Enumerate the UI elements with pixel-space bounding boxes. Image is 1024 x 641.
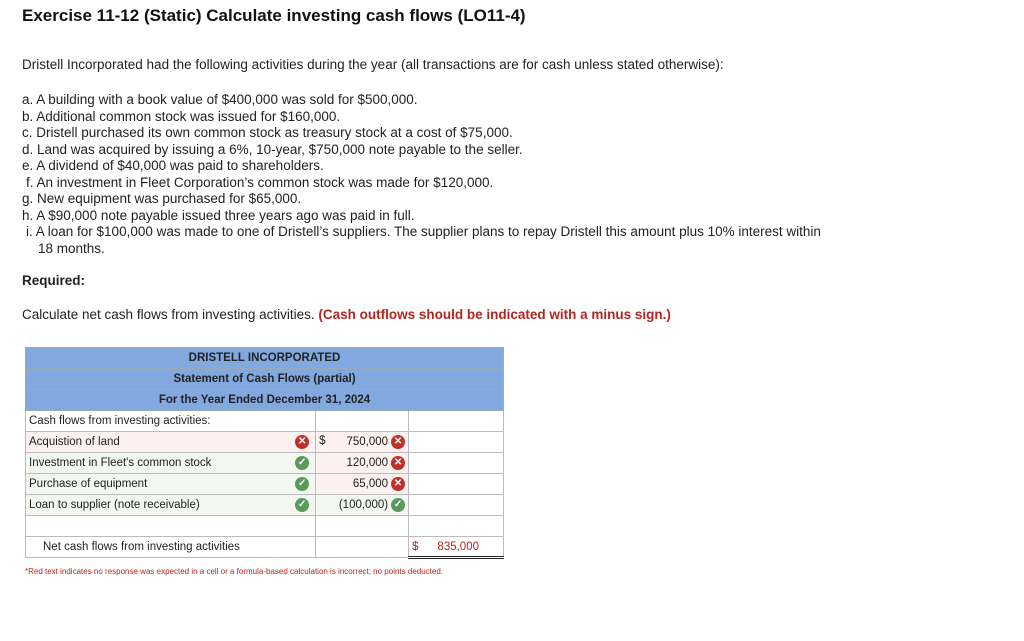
- row-label-cell[interactable]: [26, 474, 316, 495]
- item-a: a. A building with a book value of $400,000 was sold for $500,000.: [22, 92, 418, 107]
- row-value: 750,000: [346, 436, 389, 448]
- instruction: [22, 307, 671, 322]
- statement-period: For the Year Ended December 31, 2024: [26, 390, 504, 411]
- blank-cell[interactable]: [409, 495, 504, 516]
- net-label: Net cash flows from investing activities: [26, 537, 316, 558]
- net-row: [26, 537, 504, 558]
- check-icon: ✓: [295, 456, 309, 470]
- row-label: Acquistion of land: [29, 436, 120, 448]
- net-value: 835,000: [437, 540, 479, 553]
- row-value: 120,000: [346, 457, 389, 469]
- item-f: f. An investment in Fleet Corporation’s common stock was made for $120,000.: [26, 175, 494, 190]
- blank-cell[interactable]: [409, 432, 504, 453]
- row-value: 65,000: [352, 478, 389, 490]
- item-d: d. Land was acquired by issuing a 6%, 10-year, $750,000 note payable to the seller.: [22, 142, 523, 157]
- net-value-cell[interactable]: [409, 537, 504, 558]
- section-label: Cash flows from investing activities:: [26, 411, 316, 432]
- required-label: Required:: [22, 273, 86, 288]
- page-title: Exercise 11-12 (Static) Calculate investing cash flows (LO11-4): [22, 6, 526, 25]
- item-b: b. Additional common stock was issued for $160,000.: [22, 109, 341, 124]
- table-row: [26, 432, 504, 453]
- cash-flow-table: [25, 347, 504, 559]
- row-label: Investment in Fleet's common stock: [29, 457, 212, 469]
- incorrect-icon: ✕: [391, 435, 405, 449]
- intro-text: Dristell Incorporated had the following activities during the year (all transactions are for cash unless stated otherwise):: [22, 57, 724, 72]
- blank-cell[interactable]: [316, 411, 409, 432]
- item-h: h. A $90,000 note payable issued three years ago was paid in full.: [22, 208, 415, 223]
- table-row: [26, 474, 504, 495]
- footnote: *Red text indicates no response was expected in a cell or a formula-based calculation is incorrect; no points deducted.: [25, 567, 444, 576]
- incorrect-icon: ✕: [391, 456, 405, 470]
- item-c: c. Dristell purchased its own common stock as treasury stock at a cost of $75,000.: [22, 125, 513, 140]
- row-value-cell[interactable]: [316, 453, 409, 474]
- item-g: g. New equipment was purchased for $65,000.: [22, 191, 302, 206]
- blank-cell[interactable]: [26, 516, 316, 537]
- table-row: [26, 495, 504, 516]
- company-name: DRISTELL INCORPORATED: [26, 348, 504, 369]
- blank-cell[interactable]: [409, 474, 504, 495]
- row-label-cell[interactable]: [26, 453, 316, 474]
- instruction-text: Calculate net cash flows from investing activities.: [22, 307, 315, 322]
- row-label: Purchase of equipment: [29, 478, 148, 490]
- row-label-cell[interactable]: [26, 495, 316, 516]
- row-value-cell[interactable]: [316, 495, 409, 516]
- blank-cell[interactable]: [409, 411, 504, 432]
- item-i-cont: 18 months.: [38, 241, 105, 256]
- blank-cell[interactable]: [409, 453, 504, 474]
- row-value-cell[interactable]: [316, 474, 409, 495]
- blank-cell[interactable]: [409, 516, 504, 537]
- blank-cell[interactable]: [316, 516, 409, 537]
- check-icon: ✓: [391, 498, 405, 512]
- item-i: i. A loan for $100,000 was made to one of Dristell’s suppliers. The supplier plans to repay Dristell this amount plus 10% interest within: [26, 224, 821, 239]
- check-icon: ✓: [295, 498, 309, 512]
- row-label-cell[interactable]: [26, 432, 316, 453]
- dollar-sign: $: [412, 541, 419, 553]
- row-value-cell[interactable]: [316, 432, 409, 453]
- row-value: (100,000): [338, 499, 389, 511]
- instruction-note: (Cash outflows should be indicated with a minus sign.): [318, 307, 671, 322]
- row-label: Loan to supplier (note receivable): [29, 499, 200, 511]
- blank-cell[interactable]: [316, 537, 409, 558]
- incorrect-icon: ✕: [295, 435, 309, 449]
- dollar-sign: $: [319, 435, 326, 447]
- item-e: e. A dividend of $40,000 was paid to shareholders.: [22, 158, 324, 173]
- statement-name: Statement of Cash Flows (partial): [26, 369, 504, 390]
- incorrect-icon: ✕: [391, 477, 405, 491]
- table-row: [26, 453, 504, 474]
- check-icon: ✓: [295, 477, 309, 491]
